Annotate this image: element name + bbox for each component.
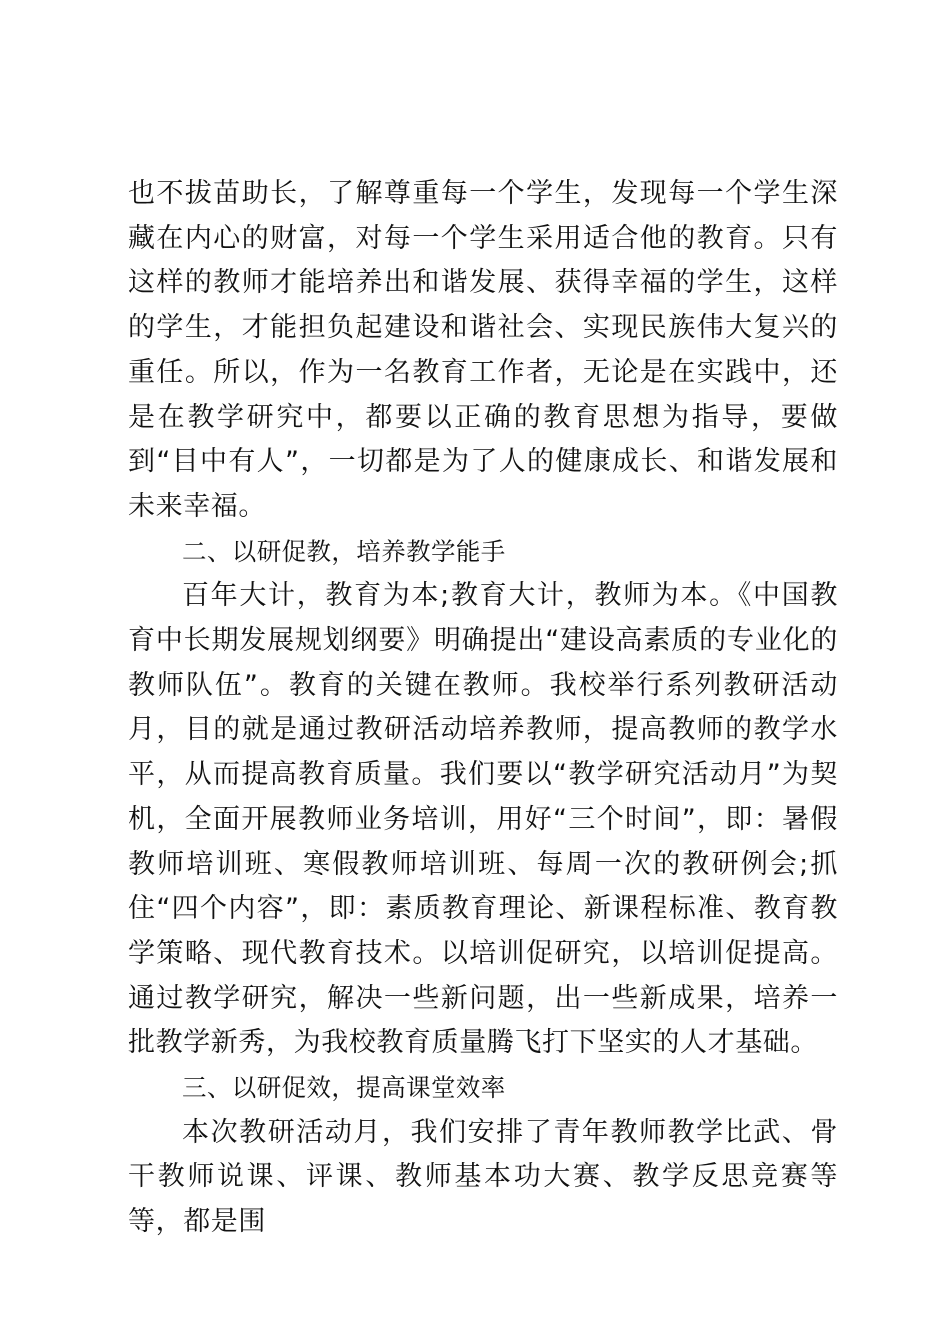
document-body: [128, 172, 838, 1245]
paragraph-activities: 本次教研活动月，我们安排了青年教师教学比武、骨干教师说课、评课、教师基本功大赛、教学反思竞赛等等，都是围: [128, 1116, 838, 1238]
paragraph-teacher-training: 百年大计，教育为本;教育大计，教师为本。《中国教育中长期发展规划纲要》明确提出“建设高素质的专业化的教师队伍”。教育的关键在教师。我校举行系列教研活动月，目的就是通过教研活动培养教师，提高教师的教学水平，从而提高教育质量。我们要以“教学研究活动月”为契机，全面开展教师业务培训，用好“三个时间”，即：暑假教师培训班、寒假教师培训班、每周一次的教研例会;抓住“四个内容”，即：素质教育理论、新课程标准、教育教学策略、现代教育技术。以培训促研究，以培训促提高。通过教学研究，解决一些新问题，出一些新成果，培养一批教学新秀，为我校教育质量腾飞打下坚实的人才基础。: [128, 580, 838, 1059]
paragraph-continued: 也不拔苗助长，了解尊重每一个学生，发现每一个学生深藏在内心的财富，对每一个学生采用适合他的教育。只有这样的教师才能培养出和谐发展、获得幸福的学生，这样的学生，才能担负起建设和谐社会、实现民族伟大复兴的重任。所以，作为一名教育工作者，无论是在实践中，还是在教学研究中，都要以正确的教育思想为指导，要做到“目中有人”，一切都是为了人的健康成长、和谐发展和未来幸福。: [128, 178, 838, 522]
section-heading-three: 三、以研促效，提高课堂效率: [182, 1073, 506, 1103]
section-heading-two: 二、以研促教，培养教学能手: [182, 536, 506, 566]
